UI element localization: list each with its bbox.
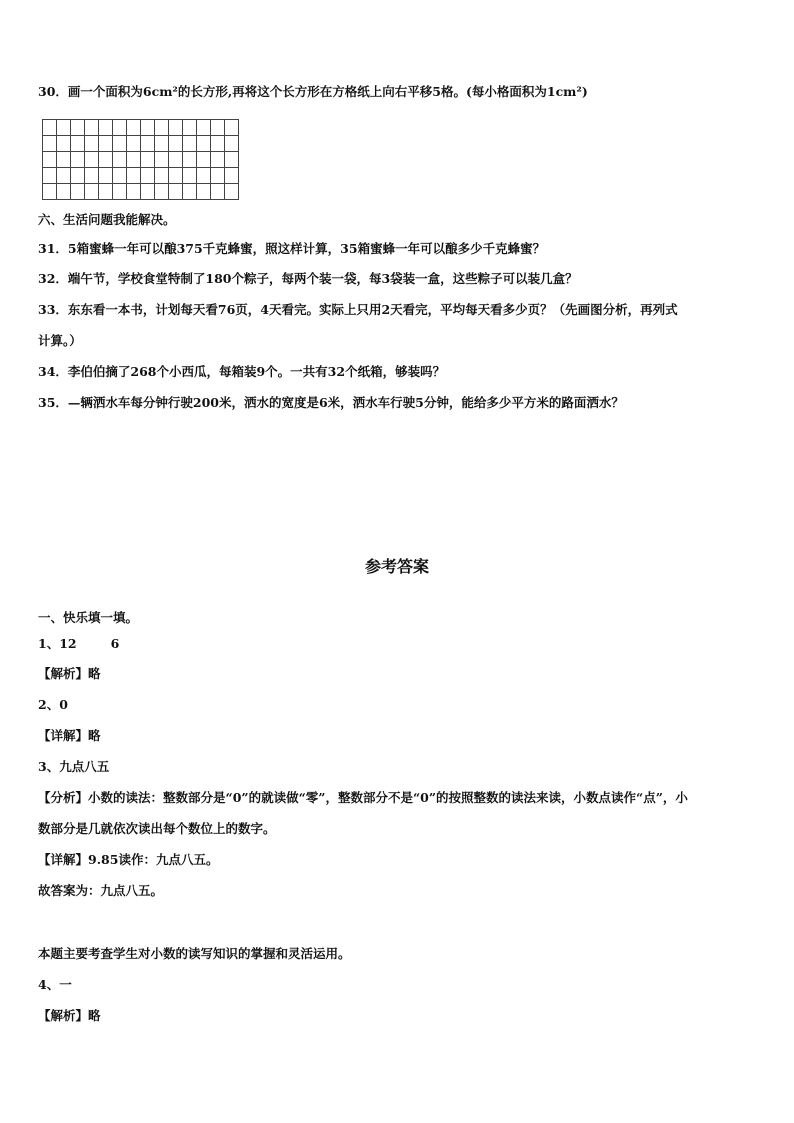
answer-3-summary: 本题主要考查学生对小数的读写知识的掌握和灵活运用。 bbox=[38, 946, 351, 961]
grid-cell bbox=[211, 184, 225, 200]
grid-cell bbox=[57, 152, 71, 168]
answer-2: 2、0 bbox=[38, 697, 68, 712]
grid-cell bbox=[127, 152, 141, 168]
grid-cell bbox=[169, 168, 183, 184]
grid-cell bbox=[85, 120, 99, 136]
grid-cell bbox=[225, 152, 239, 168]
grid-cell bbox=[127, 168, 141, 184]
grid-cell bbox=[225, 120, 239, 136]
grid-cell bbox=[113, 184, 127, 200]
grid-cell bbox=[197, 184, 211, 200]
answer-3: 3、九点八五 bbox=[38, 759, 110, 774]
grid-cell bbox=[225, 184, 239, 200]
grid-cell bbox=[141, 152, 155, 168]
grid-cell bbox=[127, 136, 141, 152]
grid-cell bbox=[43, 152, 57, 168]
question-35: 35．—辆洒水车每分钟行驶200米，洒水的宽度是6米，洒水车行驶5分钟，能给多少平方米的路面洒水？ bbox=[38, 395, 624, 410]
grid-cell bbox=[197, 152, 211, 168]
grid-cell bbox=[57, 168, 71, 184]
grid-cell bbox=[113, 136, 127, 152]
answer-1-first: 1、12 bbox=[38, 636, 77, 651]
answers-title: 参考答案 bbox=[364, 557, 429, 576]
answer-1-second: 6 bbox=[110, 636, 120, 651]
grid-cell bbox=[113, 168, 127, 184]
grid-cell bbox=[71, 152, 85, 168]
grid-cell bbox=[211, 152, 225, 168]
grid-cell bbox=[211, 136, 225, 152]
grid-cell bbox=[155, 168, 169, 184]
grid-cell bbox=[71, 136, 85, 152]
grid-cell bbox=[141, 120, 155, 136]
grid-cell bbox=[71, 168, 85, 184]
grid-cell bbox=[127, 120, 141, 136]
grid-cell bbox=[85, 152, 99, 168]
grid-cell bbox=[183, 168, 197, 184]
grid-cell bbox=[197, 168, 211, 184]
grid-cell bbox=[113, 120, 127, 136]
grid-cell bbox=[127, 184, 141, 200]
grid-cell bbox=[71, 120, 85, 136]
grid-cell bbox=[183, 120, 197, 136]
grid-cell bbox=[183, 152, 197, 168]
grid-cell bbox=[113, 152, 127, 168]
answers-section-1: 一、快乐填一填。 bbox=[38, 610, 139, 625]
grid-cell bbox=[85, 184, 99, 200]
grid-cell bbox=[169, 152, 183, 168]
grid-cell bbox=[155, 184, 169, 200]
question-32: 32．端午节，学校食堂特制了180个粽子，每两个装一袋，每3袋装一盒，这些粽子可以装几盒？ bbox=[38, 271, 578, 286]
grid-cell bbox=[183, 184, 197, 200]
answer-4: 4、一 bbox=[38, 977, 72, 992]
answer-3-conclusion: 故答案为：九点八五。 bbox=[38, 883, 164, 898]
grid-cell bbox=[43, 136, 57, 152]
grid-cell bbox=[169, 120, 183, 136]
grid-cell bbox=[57, 184, 71, 200]
grid-cell bbox=[43, 184, 57, 200]
grid-cell bbox=[85, 136, 99, 152]
question-30: 30．画一个面积为6cm²的长方形,再将这个长方形在方格纸上向右平移5格。(每小格面积为1cm²) bbox=[38, 84, 588, 99]
grid-cell bbox=[99, 152, 113, 168]
grid-cell bbox=[141, 136, 155, 152]
grid-cell bbox=[155, 120, 169, 136]
grid-cell bbox=[141, 184, 155, 200]
grid-cell bbox=[211, 120, 225, 136]
grid-cell bbox=[225, 168, 239, 184]
grid-cell bbox=[155, 136, 169, 152]
answer-3-detail: 【详解】9.85读作：九点八五。 bbox=[38, 852, 219, 867]
question-33-line-1: 33．东东看一本书，计划每天看76页，4天看完。实际上只用2天看完，平均每天看多少页？（先画图分析，再列式 bbox=[38, 302, 678, 317]
answer-1 bbox=[38, 636, 119, 652]
grid-cell bbox=[57, 120, 71, 136]
question-34: 34．李伯伯摘了268个小西瓜，每箱装9个。一共有32个纸箱，够装吗？ bbox=[38, 364, 446, 379]
grid-cell bbox=[99, 168, 113, 184]
answer-4-note: 【解析】略 bbox=[38, 1008, 101, 1023]
grid-cell bbox=[43, 120, 57, 136]
grid-cell bbox=[99, 120, 113, 136]
answer-3-analysis-2: 数部分是几就依次读出每个数位上的数字。 bbox=[38, 821, 276, 836]
grid-cell bbox=[57, 136, 71, 152]
grid-cell bbox=[197, 136, 211, 152]
grid-cell bbox=[71, 184, 85, 200]
grid-cell bbox=[197, 120, 211, 136]
answer-1-note: 【解析】略 bbox=[38, 666, 101, 681]
answer-3-analysis-1: 【分析】小数的读法：整数部分是“0”的就读做“零”，整数部分不是“0”的按照整数的读法来读，小数点读作“点”，小 bbox=[38, 790, 688, 805]
grid-cell bbox=[141, 168, 155, 184]
grid-cell bbox=[43, 168, 57, 184]
section-6-heading: 六、生活问题我能解决。 bbox=[38, 212, 176, 227]
square-grid-paper bbox=[42, 119, 239, 200]
grid-cell bbox=[183, 136, 197, 152]
grid-cell bbox=[85, 168, 99, 184]
question-33-line-2: 计算。） bbox=[38, 333, 82, 348]
answer-2-note: 【详解】略 bbox=[38, 728, 101, 743]
grid-cell bbox=[211, 168, 225, 184]
grid-cell bbox=[99, 184, 113, 200]
grid-cell bbox=[225, 136, 239, 152]
grid-cell bbox=[169, 184, 183, 200]
grid-cell bbox=[99, 136, 113, 152]
question-31: 31．5箱蜜蜂一年可以酿375千克蜂蜜，照这样计算，35箱蜜蜂一年可以酿多少千克蜂蜜？ bbox=[38, 241, 546, 256]
grid-cell bbox=[169, 136, 183, 152]
grid-cell bbox=[155, 152, 169, 168]
